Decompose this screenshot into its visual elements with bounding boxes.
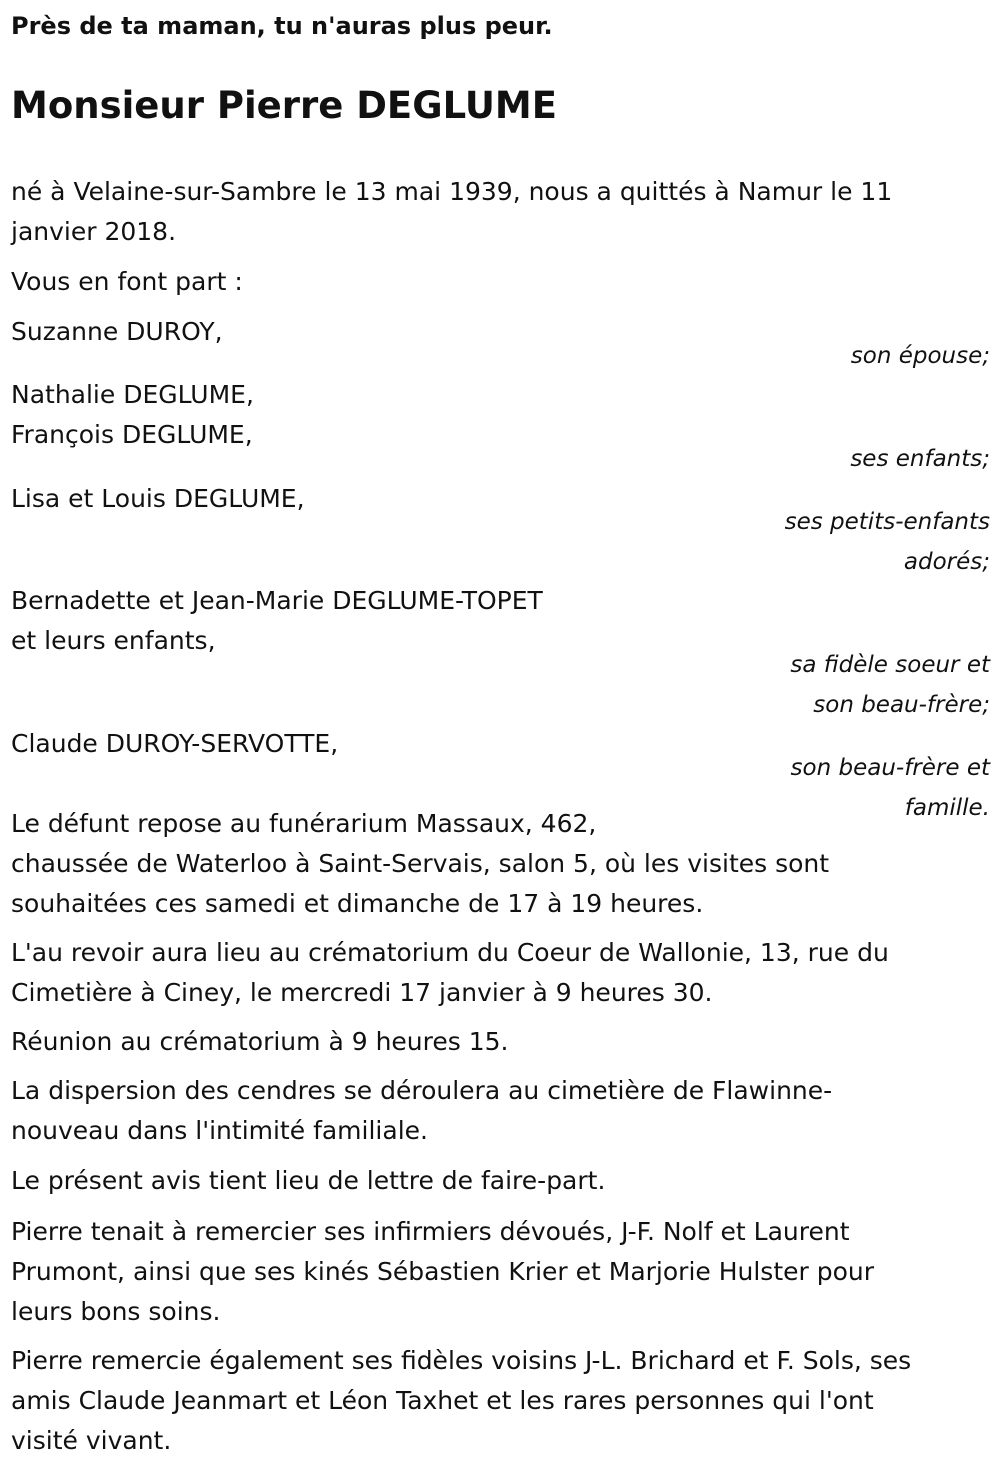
- paragraph-line: Cimetière à Ciney, le mercredi 17 janvier à 9 heures 30.: [11, 978, 713, 1007]
- family-name-line: Suzanne DUROY,: [11, 317, 223, 346]
- paragraph-line: amis Claude Jeanmart et Léon Taxhet et les rares personnes qui l'ont: [11, 1386, 874, 1415]
- paragraph-line: souhaitées ces samedi et dimanche de 17 à 19 heures.: [11, 889, 704, 918]
- paragraph-notice: [11, 1161, 990, 1201]
- paragraph-thanks-neighbours: [11, 1341, 990, 1461]
- relation-line: son épouse;: [850, 343, 990, 369]
- paragraph-line: Le présent avis tient lieu de lettre de faire-part.: [11, 1166, 606, 1195]
- relation-line: ses petits-enfants: [784, 509, 990, 535]
- announcement-text: Vous en font part :: [11, 267, 243, 296]
- paragraph-line: Prumont, ainsi que ses kinés Sébastien Krier et Marjorie Hulster pour: [11, 1257, 875, 1286]
- family-relation: [730, 336, 990, 376]
- relation-line: ses enfants;: [850, 446, 990, 472]
- paragraph-line: visité vivant.: [11, 1426, 172, 1455]
- family-name-line: Bernadette et Jean-Marie DEGLUME-TOPET: [11, 586, 543, 615]
- intro-line: né à Velaine-sur-Sambre le 13 mai 1939, nous a quittés à Namur le 11: [11, 177, 893, 206]
- announcement: [11, 262, 990, 302]
- paragraph-funerarium: [11, 804, 990, 924]
- family-relation: [730, 645, 990, 725]
- intro-paragraph: [11, 172, 990, 252]
- paragraph-thanks-nurses: [11, 1212, 990, 1332]
- relation-line: son beau-frère;: [813, 692, 990, 718]
- paragraph-line: chaussée de Waterloo à Saint-Servais, salon 5, où les visites sont: [11, 849, 830, 878]
- family-relation: [730, 439, 990, 479]
- paragraph-ceremony: [11, 933, 990, 1013]
- paragraph-ashes: [11, 1071, 990, 1151]
- family-name-line: Nathalie DEGLUME,: [11, 380, 254, 409]
- epigraph: Près de ta maman, tu n'auras plus peur.: [11, 12, 553, 40]
- relation-line: sa fidèle soeur et: [790, 652, 990, 678]
- paragraph-line: Le défunt repose au funérarium Massaux, 462,: [11, 809, 597, 838]
- paragraph-line: Pierre tenait à remercier ses infirmiers dévoués, J-F. Nolf et Laurent: [11, 1217, 850, 1246]
- deceased-name: Monsieur Pierre DEGLUME: [11, 84, 557, 127]
- paragraph-line: L'au revoir aura lieu au crématorium du Coeur de Wallonie, 13, rue du: [11, 938, 889, 967]
- intro-line: janvier 2018.: [11, 217, 177, 246]
- relation-line: adorés;: [903, 549, 990, 575]
- paragraph-line: leurs bons soins.: [11, 1297, 221, 1326]
- family-name-line: Claude DUROY-SERVOTTE,: [11, 729, 339, 758]
- relation-line: son beau-frère et: [790, 755, 990, 781]
- family-name-line: et leurs enfants,: [11, 626, 216, 655]
- family-name-line: Lisa et Louis DEGLUME,: [11, 484, 305, 513]
- paragraph-meeting: [11, 1022, 990, 1062]
- paragraph-line: Pierre remercie également ses fidèles voisins J-L. Brichard et F. Sols, ses: [11, 1346, 912, 1375]
- paragraph-line: La dispersion des cendres se déroulera au cimetière de Flawinne-: [11, 1076, 833, 1105]
- paragraph-line: Réunion au crématorium à 9 heures 15.: [11, 1027, 509, 1056]
- family-name-line: François DEGLUME,: [11, 420, 253, 449]
- relation-line: famille.: [904, 795, 990, 821]
- family-relation: [730, 502, 990, 582]
- paragraph-line: nouveau dans l'intimité familiale.: [11, 1116, 428, 1145]
